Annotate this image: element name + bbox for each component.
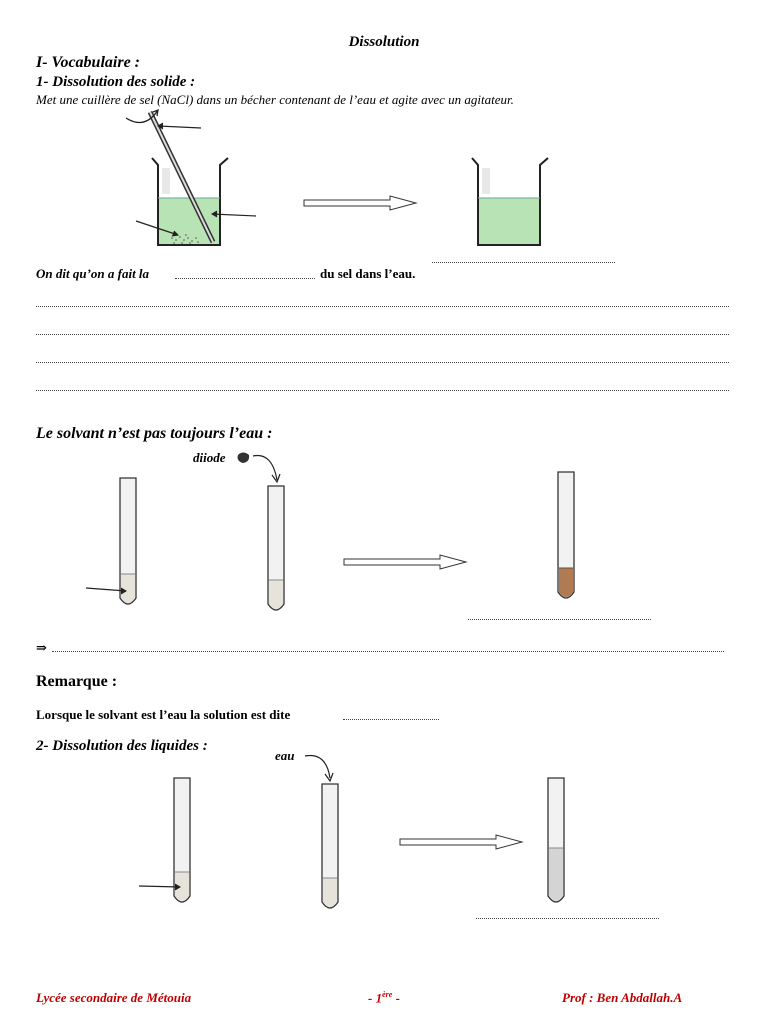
remark-text: Lorsque le solvant est l’eau la solution est dite: [36, 707, 291, 722]
answer-line-1[interactable]: [36, 306, 729, 307]
subheading-dissolution-liquides: 2- Dissolution des liquides :: [36, 738, 208, 754]
subheading-dissolution-solide: 1- Dissolution des solide :: [36, 74, 196, 90]
answer-line-conclusion[interactable]: [52, 651, 724, 652]
test-tube-2: [238, 453, 284, 611]
footer-school: Lycée secondaire de Métouia: [36, 990, 192, 1005]
test-tube-3-iodine-solution: [558, 472, 574, 598]
beaker-with-stirrer: [126, 110, 256, 245]
section-heading-solvant: Le solvant n’est pas toujours l’eau :: [36, 425, 273, 442]
label-diiode: diiode: [193, 450, 226, 465]
page-sup: ère: [382, 990, 393, 999]
footer-author: Prof : Ben Abdallah.A: [562, 990, 683, 1005]
label-eau: eau: [275, 748, 295, 763]
section-heading-vocabulaire: I- Vocabulaire :: [36, 54, 140, 71]
answer-blank-dissolution[interactable]: [175, 278, 315, 279]
test-tube-5: [305, 755, 338, 908]
answer-line-4[interactable]: [36, 390, 729, 391]
answer-line-2[interactable]: [36, 334, 729, 335]
beaker-solution: [472, 158, 548, 245]
page-prefix: - 1: [368, 990, 383, 1006]
sentence-after: du sel dans l’eau.: [320, 266, 416, 281]
answer-line-iodine[interactable]: [468, 619, 651, 620]
footer-page-number: [368, 990, 400, 1006]
page-title: Dissolution: [348, 34, 420, 50]
instruction-text: Met une cuillère de sel (NaCl) dans un bécher contenant de l’eau et agite avec un agitateur.: [36, 92, 514, 107]
sentence-before: On dit qu’on a fait la: [36, 266, 150, 281]
answer-blank-aqueuse[interactable]: [343, 719, 439, 720]
transition-arrow-1: [304, 196, 416, 210]
remark-heading: Remarque :: [36, 673, 118, 690]
answer-line-3[interactable]: [36, 362, 729, 363]
answer-line-beaker[interactable]: [432, 262, 615, 263]
test-tube-1: [86, 478, 136, 604]
test-tube-6-mixture: [548, 778, 564, 902]
answer-line-mixture[interactable]: [476, 918, 659, 919]
transition-arrow-3: [400, 835, 522, 849]
transition-arrow-2: [344, 555, 466, 569]
implies-symbol: ⇒: [36, 640, 47, 655]
page-suffix: -: [392, 990, 400, 1006]
test-tube-4: [139, 778, 190, 902]
